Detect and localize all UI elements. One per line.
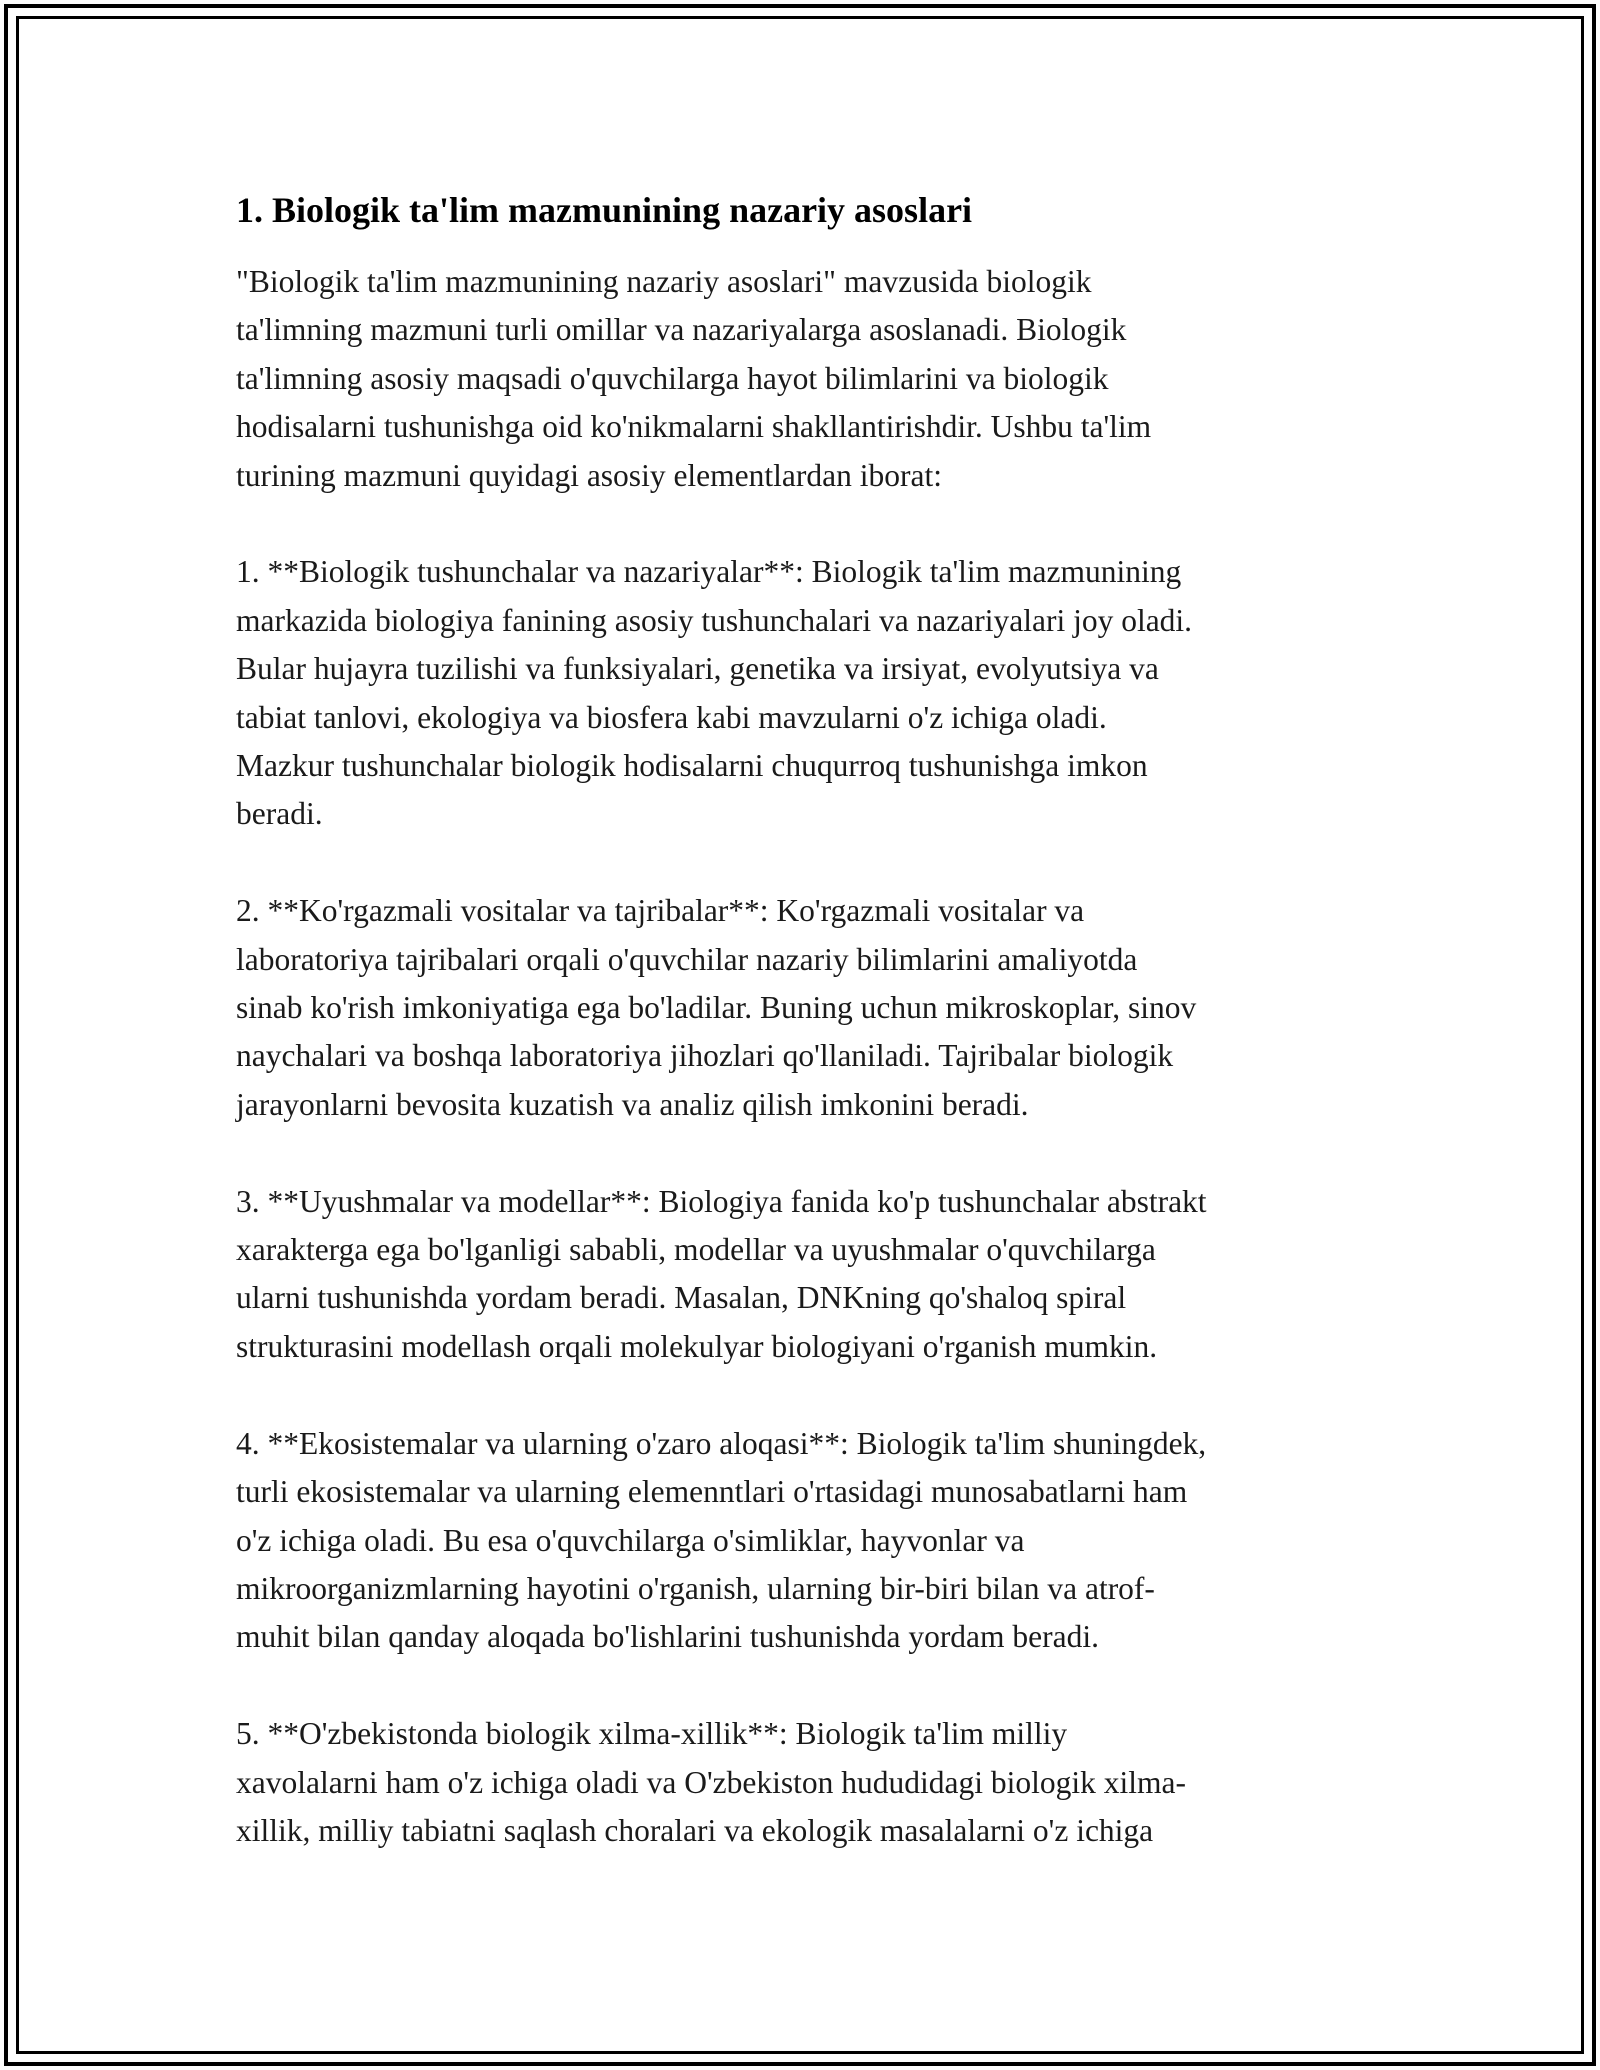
list-item-5-paragraph: 5. **O'zbekistonda biologik xilma-xillik**: Biologik ta'lim milliy xavolalarni ham o'z ichiga oladi va O'zbekiston hududidagi biologik xilma- xillik, milliy tabiatni saqlash choralari va ekologik masalalarni o'z ichiga: [236, 1716, 1186, 1848]
intro-paragraph: "Biologik ta'lim mazmunining nazariy asoslari" mavzusida biologik ta'limning mazmuni turli omillar va nazariyalarga asoslanadi. Biologik ta'limning asosiy maqsadi o'quvchilarga hayot bilimlarini va biologik hodisalarni tushunishga oid ko'nikmalarni shakllantirishdir. Ushbu ta'lim turining mazmuni quyidagi asosiy elementlardan iborat:: [236, 264, 1152, 493]
list-item-3-paragraph: 3. **Uyushmalar va modellar**: Biologiya fanida ko'p tushunchalar abstrakt xarakterga ega bo'lganligi sababli, modellar va uyushmalar o'quvchilarga ularni tushunishda yordam beradi. Masalan, DNKning qo'shaloq spiral strukturasini modellash orqali molekulyar biologiyani o'rganish mumkin.: [236, 1183, 1207, 1364]
list-item-4-paragraph: 4. **Ekosistemalar va ularning o'zaro aloqasi**: Biologik ta'lim shuningdek, turli ekosistemalar va ularning elemenntlari o'rtasidagi munosabatlarni ham o'z ichiga oladi. Bu esa o'quvchilarga o'simliklar, hayvonlar va mikroorganizmlarning hayotini o'rganish, ularning bir-biri bilan va atrof- muhit bilan qanday aloqada bo'lishlarini tushunishda yordam beradi.: [236, 1425, 1207, 1655]
section-heading: 1. Biologik ta'lim mazmunining nazariy asoslari: [236, 190, 973, 230]
list-item-1-paragraph: 1. **Biologik tushunchalar va nazariyalar**: Biologik ta'lim mazmunining markazida biologiya fanining asosiy tushunchalari va nazariyalari joy oladi. Bular hujayra tuzilishi va funksiyalari, genetika va irsiyat, evolyutsiya va tabiat tanlovi, ekologiya va biosfera kabi mavzularni o'z ichiga oladi. Mazkur tushunchalar biologik hodisalarni chuqurroq tushunishga imkon beradi.: [236, 554, 1193, 832]
document-body: [236, 186, 1376, 1904]
list-item-2-paragraph: 2. **Ko'rgazmali vositalar va tajribalar**: Ko'rgazmali vositalar va laboratoriya tajribalari orqali o'quvchilar nazariy bilimlarini amaliyotda sinab ko'rish imkoniyatiga ega bo'ladilar. Buning uchun mikroskoplar, sinov naychalari va boshqa laboratoriya jihozlari qo'llaniladi. Tajribalar biologik jarayonlarni bevosita kuzatish va analiz qilish imkonini beradi.: [236, 893, 1197, 1122]
